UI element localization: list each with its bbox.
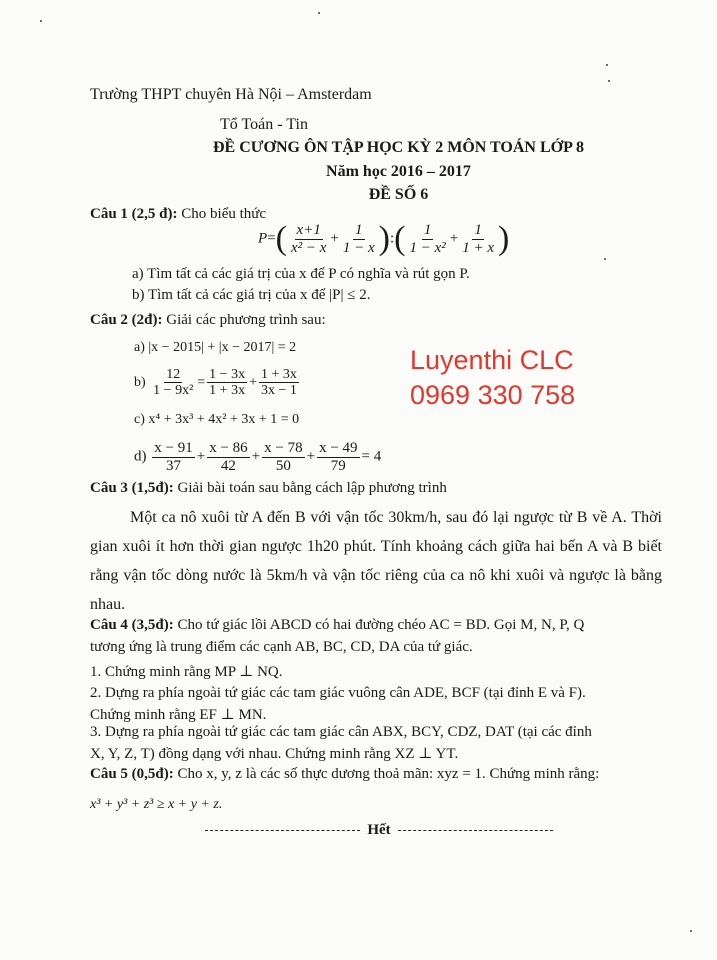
end-divider-right [398,830,553,831]
end-divider-left [205,830,360,831]
q2-intro: Giải các phương trình sau: [162,312,326,328]
q4-part-3a: 3. Dựng ra phía ngoài tứ giác các tam giác cân ABX, BCY, CDZ, DAT (tại các đỉnh [90,724,592,740]
q5-label: Câu 5 (0,5đ): [90,766,174,782]
exam-number: ĐỀ SỐ 6 [368,186,429,203]
q1-part-a: a) Tìm tất cả các giá trị của x để P có nghĩa và rút gọn P. [132,266,470,282]
q4-line1 [90,617,584,634]
q1-part-b: b) Tìm tất cả các giá trị của x để |P| ≤ 2. [132,287,371,303]
q3-heading [90,480,447,497]
end-marker: Hết [367,822,391,838]
q2-part-c: c) x⁴ + 3x³ + 4x² + 3x + 1 = 0 [134,412,300,427]
school-year: Năm học 2016 – 2017 [326,163,471,180]
q2-part-b: b) $\frac{12}{\text{1 − 9x²}}$ = $\frac{1 - 3x}{1 + 3x}$ + $\frac{1 + 3x}{3x - 1}$ [134,367,297,399]
scan-speck [604,258,606,260]
q4-label: Câu 4 (3,5đ): [90,617,174,633]
end-line [204,822,554,839]
q5-intro: Cho x, y, z là các số thực dương thoả mãn: xyz = 1. Chứng minh rằng: [173,766,600,782]
q1-heading [90,206,266,223]
q4-line2: tương ứng là trung điểm các cạnh AB, BC, CD, DA của tứ giác. [90,639,473,655]
q4-part-1: 1. Chứng minh rằng MP ⊥ NQ. [90,664,283,680]
school-name: Trường THPT chuyên Hà Nội – Amsterdam [90,86,372,103]
q1-intro: Cho biểu thức [177,206,267,222]
q2-part-a: a) |x − 2015| + |x − 2017| = 2 [134,340,297,355]
scan-speck [608,80,610,82]
watermark-phone: 0969 330 758 [410,380,576,410]
q1-expression: P=( $\frac{x+1}{\text{x² − x}}$ + $\frac{1}{1 - x}$ ):( $\frac{1}{\text{1 − x²}}$ + $\frac{1}{1 + x}$ ) [258,220,510,257]
q4-part-2a: 2. Dựng ra phía ngoài tứ giác các tam giác vuông cân ADE, BCF (tại đỉnh E và F). [90,685,586,701]
q3-body: Một ca nô xuôi từ A đến B với vận tốc 30km/h, sau đó lại ngược từ B về A. Thời gian xuôi ít hơn thời gian ngược 1h20 phút. Tính khoảng cách giữa hai bến A và B biết rằng vận tốc dòng nước là 5km/h và vận tốc riêng của ca nô khi xuôi và ngược là bằng nhau. [90,509,662,613]
q5-heading [90,766,599,783]
q1-label: Câu 1 (2,5 đ): [90,206,178,222]
q2-label: Câu 2 (2đ): [90,312,163,328]
q2-heading [90,312,326,329]
q4-intro: Cho tứ giác lồi ABCD có hai đường chéo AC = BD. Gọi M, N, P, Q [173,617,585,633]
scan-speck [690,930,692,932]
watermark-name: Luyenthi CLC [410,345,574,375]
q3-label: Câu 3 (1,5đ): [90,480,174,496]
scan-speck [606,64,608,66]
q5-inequality: x³ + y³ + z³ ≥ x + y + z. [90,797,223,812]
q3-intro: Giải bài toán sau bằng cách lập phương trình [173,480,447,496]
department: Tổ Toán - Tin [220,116,308,133]
scan-speck [40,20,42,22]
q2-part-d: d) $\frac{x - 91}{37}$ + $\frac{x - 86}{42}$ + $\frac{x - 78}{50}$ + $\frac{x - 49}{79}$ = 4 [134,440,382,474]
scan-speck [318,12,320,14]
q4-part-2b: Chứng minh rằng EF ⊥ MN. [90,707,267,723]
doc-title: ĐỀ CƯƠNG ÔN TẬP HỌC KỲ 2 MÔN TOÁN LỚP 8 [213,139,584,156]
q4-part-3b: X, Y, Z, T) đồng dạng với nhau. Chứng minh rằng XZ ⊥ YT. [90,746,459,762]
